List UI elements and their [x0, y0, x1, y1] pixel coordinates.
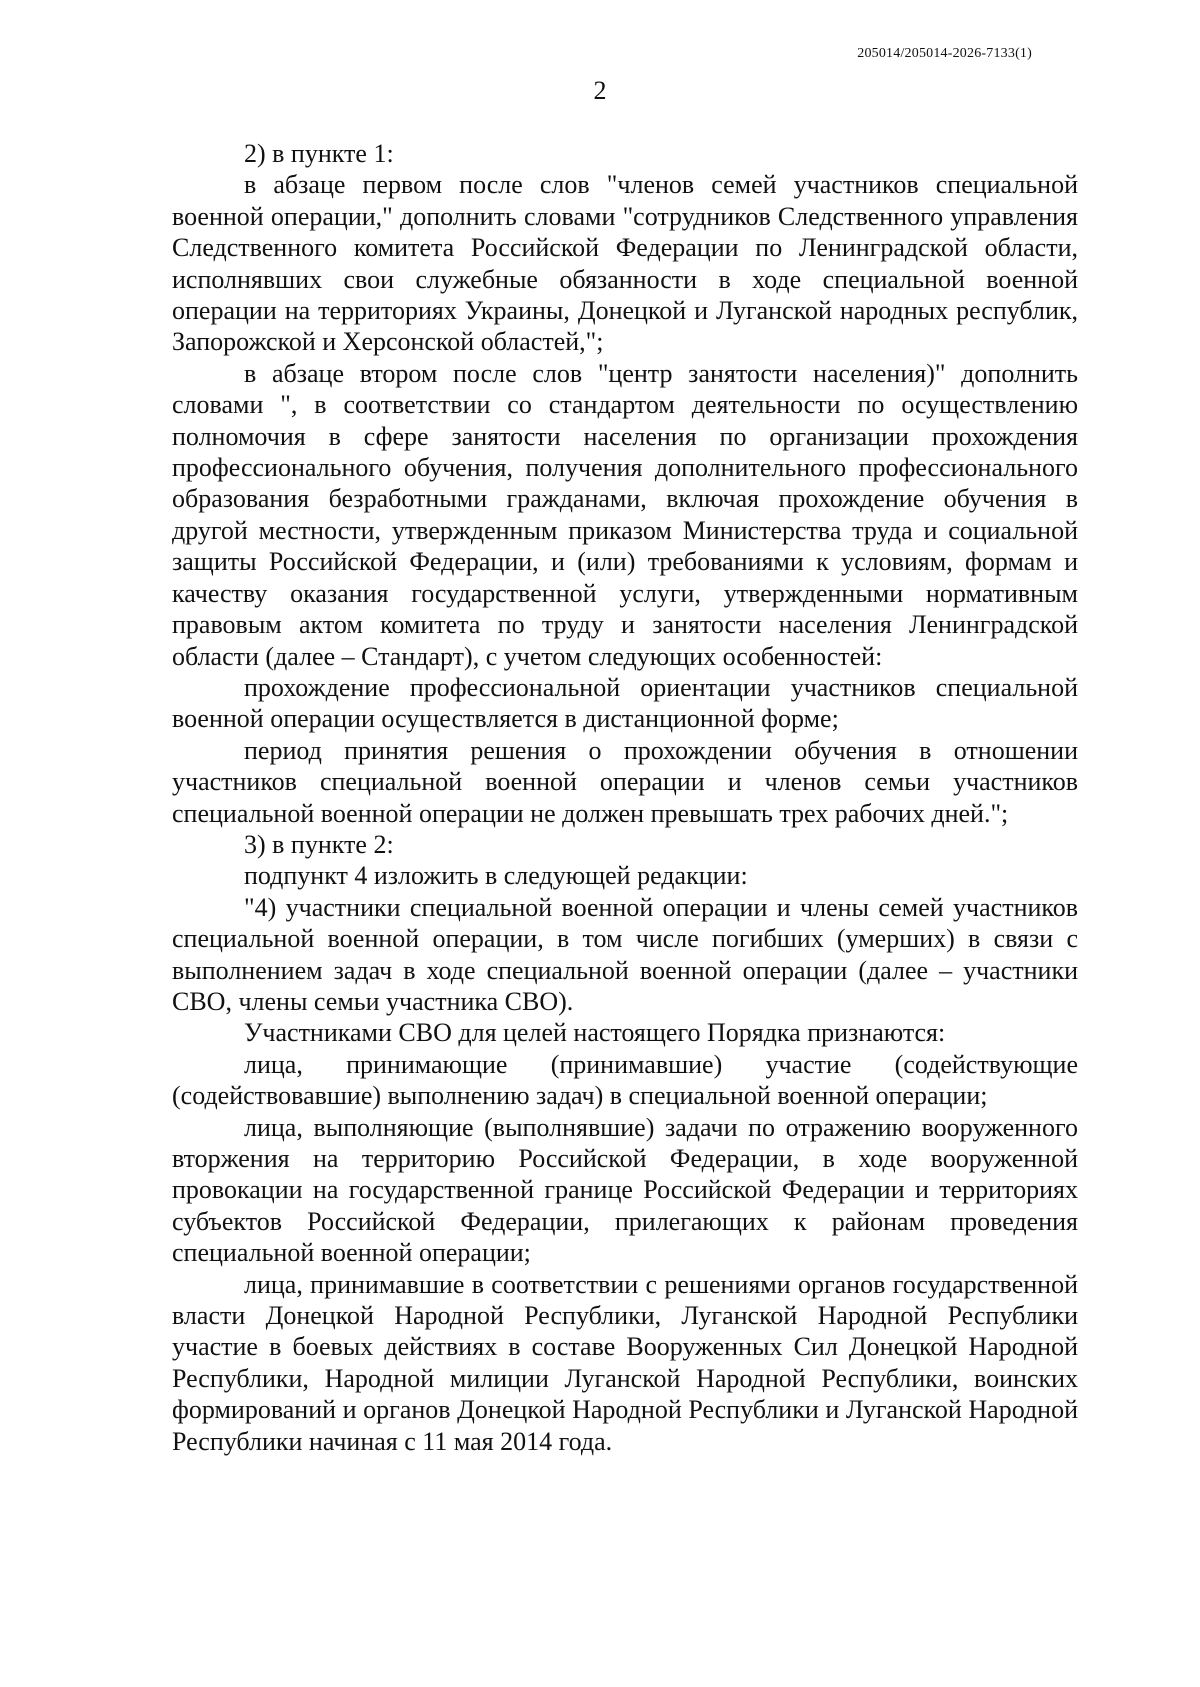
paragraph-decision-period: период принятия решения о прохождении обучения в отношении участников специальной военной операции и членов семьи участников специальной военной операции не должен превышать трех рабочих дней.";	[172, 735, 1078, 828]
paragraph-subitem-4-text: "4) участники специальной военной операции и члены семей участников специальной военной операции, в том числе погибших (умерших) в связи с выполнением задач в ходе специальной военной операции (далее – участники СВО, члены семьи участника СВО).	[172, 892, 1078, 1016]
paragraph-participants-category-1: лица, принимающие (принимавшие) участие (содействующие (содействовавшие) выполнению задач) в специальной военной операции;	[172, 1049, 1078, 1111]
paragraph-participants-category-3: лица, принимавшие в соответствии с решениями органов государственной власти Донецкой Народной Республики, Луганской Народной Республики участие в боевых действиях в составе Вооруженных Сил Донецкой Народной Республики, Народной милиции Луганской Народной Республики, воинских формирований и органов Донецкой Народной Республики и Луганской Народной Республики начиная с 11 мая 2014 года.	[172, 1269, 1078, 1456]
paragraph-svo-participants-intro: Участниками СВО для целей настоящего Порядка признаются:	[244, 1018, 946, 1048]
document-body	[172, 138, 1078, 1457]
document-registration-code: 205014/205014-2026-7133(1)	[857, 46, 1032, 61]
page-number: 2	[593, 76, 607, 105]
paragraph-participants-category-2: лица, выполняющие (выполнявшие) задачи по отражению вооруженного вторжения на территорию Российской Федерации, в ходе вооруженной провокации на государственной границе Российской Федерации и территориях субъектов Российской Федерации, прилегающих к районам проведения специальной военной операции;	[172, 1112, 1078, 1268]
paragraph-first-abzac-amendment: в абзаце первом после слов "членов семей участников специальной военной операции," дополнить словами "сотрудников Следственного управления Следственного комитета Российской Федерации по Ленинградской области, исполнявших свои служебные обязанности в ходе специальной военной операции на территориях Украины, Донецкой и Луганской народных республик, Запорожской и Херсонской областей,";	[172, 170, 1078, 357]
paragraph-item-2-heading: 2) в пункте 1:	[244, 139, 394, 168]
paragraph-career-guidance: прохождение профессиональной ориентации участников специальной военной операции осуществляется в дистанционной форме;	[172, 672, 1078, 734]
paragraph-second-abzac-amendment: в абзаце втором после слов "центр занятости населения)" дополнить словами ", в соответствии со стандартом деятельности по осуществлению полномочия в сфере занятости населения по организации прохождения профессионального обучения, получения дополнительного профессионального образования безработными гражданами, включая прохождение обучения в другой местности, утвержденным приказом Министерства труда и социальной защиты Российской Федерации, и (или) требованиями к условиям, формам и качеству оказания государственной услуги, утвержденными нормативным правовым актом комитета по труду и занятости населения Ленинградской области (далее – Стандарт), с учетом следующих особенностей:	[172, 358, 1078, 671]
paragraph-item-3-heading: 3) в пункте 2:	[244, 829, 394, 859]
paragraph-subitem-4-intro: подпункт 4 изложить в следующей редакции:	[244, 861, 748, 891]
